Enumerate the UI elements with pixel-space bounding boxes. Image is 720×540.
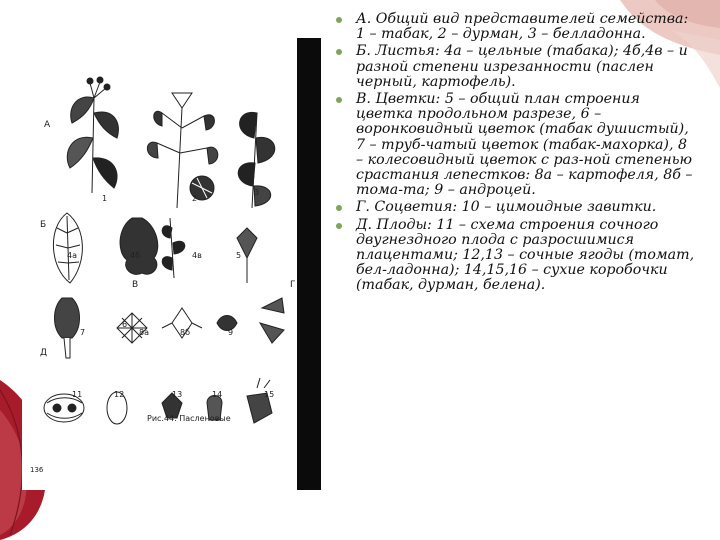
- list-item-text: Д. Плоды: 11 – схема строения сочного двугнездного плода с разросшимися плацентами; 12,13 – сочные ягоды (томат, бел-ладонна); 14,15,16 – сухие коробочки (табак, дурман, белена).: [356, 216, 695, 294]
- figure-item-number: 11: [72, 390, 83, 399]
- figure-item-number: 2: [192, 194, 198, 203]
- figure-item-number: 9: [228, 328, 234, 337]
- bullet-icon: [336, 49, 342, 55]
- bullet-icon: [336, 205, 342, 211]
- figure-item-number: 8б: [180, 328, 191, 337]
- bullet-icon: [336, 97, 342, 103]
- figure-caption: Рис.44. Пасленовые: [147, 414, 231, 423]
- figure-item-number: 3: [254, 188, 260, 197]
- figure-item-number: 15: [264, 390, 275, 399]
- figure-item-number: 4а: [67, 251, 77, 260]
- figure-section-letter: Г: [290, 280, 296, 290]
- figure-item-number: 1: [102, 194, 108, 203]
- figure-item-number: 12: [114, 390, 125, 399]
- bullet-icon: [336, 223, 342, 229]
- figure-section-letter: А: [44, 120, 51, 130]
- figure-item-number: 14: [212, 390, 223, 399]
- figure-section-letter: В: [132, 280, 139, 290]
- list-item-text: Б. Листья: 4а – цельные (табака); 4б,4в – и разной степени изрезанности (паслен черный, картофель).: [356, 43, 688, 90]
- figure-item-number: 4б: [130, 251, 141, 260]
- figure-section-letter: Д: [40, 348, 48, 358]
- list-item: [336, 92, 696, 198]
- list-item: [336, 218, 696, 294]
- scan-dark-edge: [297, 38, 321, 490]
- bullet-icon: [336, 17, 342, 23]
- list-item: [336, 200, 696, 215]
- figure-description-list: [336, 12, 696, 296]
- list-item-text: В. Цветки: 5 – общий план строения цветка продольном разрезе, 6 – воронковидный цветок (табак душистый), 7 – труб-чатый цветок (табак-махорка), 8 – колесовидный цветок с раз-ной степенью срастания лепестков: 8а – картофеля, 8б – тома-та; 9 – андроцей.: [356, 91, 693, 199]
- figure-item-number: 8а: [139, 328, 149, 337]
- figure-item-number: 5: [236, 251, 242, 260]
- list-item: [336, 12, 696, 42]
- figure-item-number: 6: [122, 320, 128, 329]
- list-item-text: Г. Соцветия: 10 – цимоидные завитки.: [356, 199, 657, 216]
- list-item: [336, 44, 696, 90]
- figure-item-number: 13: [172, 390, 183, 399]
- list-item-text: А. Общий вид представителей семейства: 1 – табак, 2 – дурман, 3 – белладонна.: [356, 11, 689, 43]
- page-number: 136: [30, 466, 44, 474]
- figure-item-number: 7: [80, 328, 86, 337]
- figure-item-number: 4в: [192, 251, 202, 260]
- figure-section-letter: Б: [40, 220, 47, 230]
- botanical-figure: [22, 38, 321, 490]
